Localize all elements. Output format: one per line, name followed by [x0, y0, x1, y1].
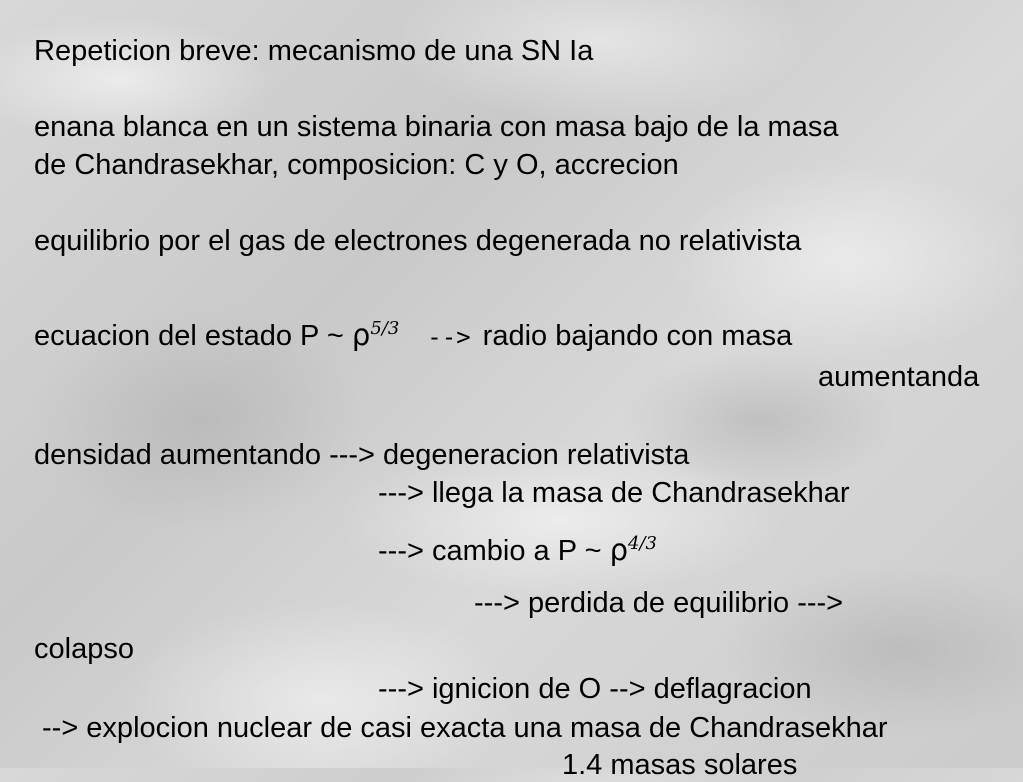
text-line-density: densidad aumentando ---> degeneracion relativista — [34, 439, 690, 471]
equation-continuation: aumentanda — [818, 361, 980, 393]
text-line-explosion: --> explocion nuclear de casi exacta una masa de Chandrasekhar — [42, 712, 888, 744]
text-line-ignition: ---> ignicion de O --> deflagracion — [378, 673, 812, 705]
text-line-reaches-chandrasekhar: ---> llega la masa de Chandrasekhar — [378, 477, 850, 509]
exponent: 5/3 — [370, 318, 400, 339]
exponent: 4/3 — [627, 533, 657, 554]
text-line-loss-of-equilibrium: ---> perdida de equilibrio ---> — [474, 587, 844, 619]
text-line-chandrasekhar: de Chandrasekhar, composicion: C y O, accrecion — [34, 149, 679, 181]
equation-prefix: ecuacion del estado P ~ — [34, 320, 352, 352]
equation-of-state-line — [34, 312, 792, 354]
text-line-collapse: colapso — [34, 633, 134, 665]
slide-title: Repeticion breve: mecanismo de una SN Ia — [34, 35, 594, 67]
text-line-equilibrium: equilibrio por el gas de electrones degenerada no relativista — [34, 225, 802, 257]
rho-symbol: ρ — [609, 533, 628, 567]
text-line-white-dwarf: enana blanca en un sistema binaria con masa bajo de la masa — [34, 111, 839, 143]
arrow: --> — [427, 323, 471, 351]
rho-symbol: ρ — [351, 318, 371, 352]
change-prefix: ---> cambio a P ~ — [378, 535, 610, 567]
text-line-solar-masses: 1.4 masas solares — [562, 749, 798, 781]
text-line-change-eos — [378, 527, 657, 568]
equation-result: radio bajando con masa — [482, 320, 793, 352]
